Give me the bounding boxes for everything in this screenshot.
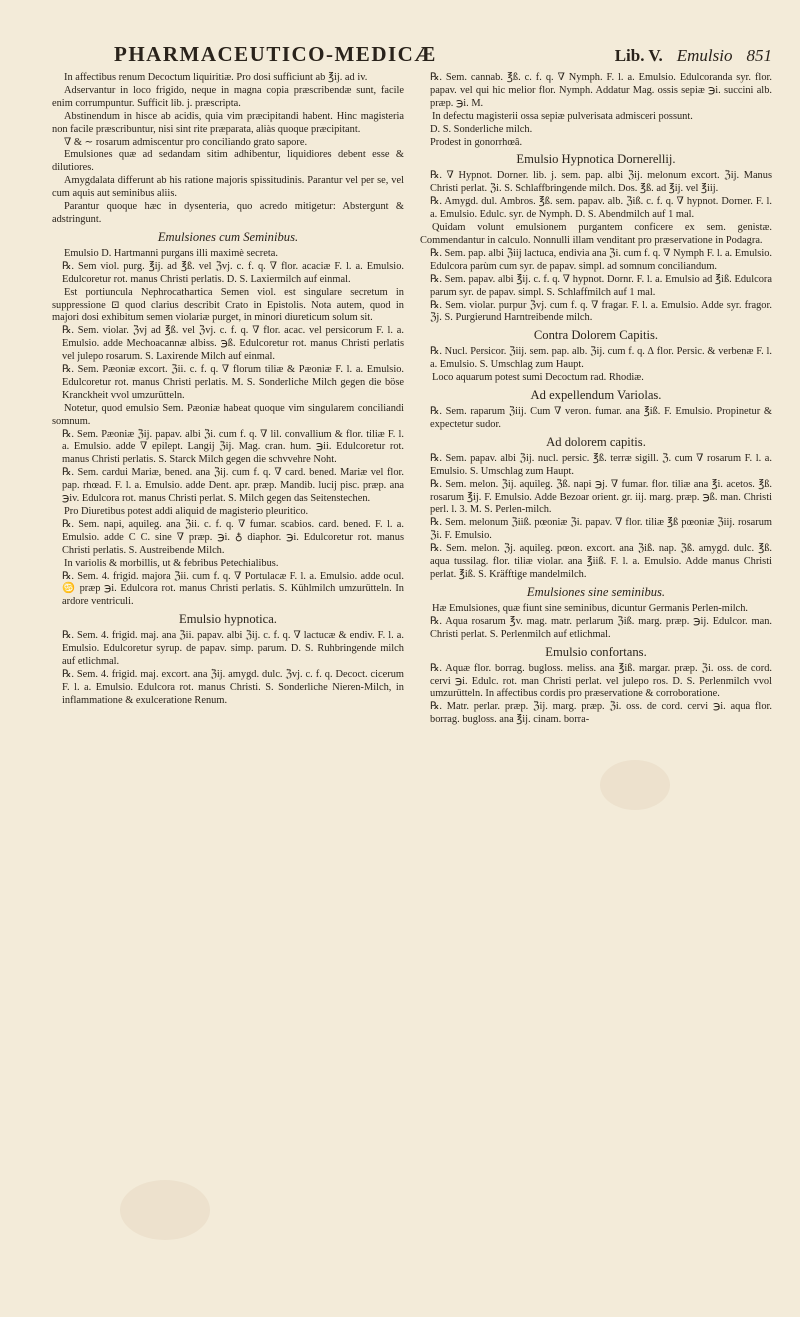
section-title: Emulsio: [676, 46, 733, 65]
page-header: [52, 42, 772, 72]
prescription: ℞. Matr. perlar. præp. ℨij. marg. præp. ℨi. oss. de cord. cervi ℈i. aqua flor. borrag. bugloss. ana ℥ij. cinam. borra-: [430, 701, 772, 726]
paragraph: Emulsiones quæ ad sedandam sitim adhibentur, liquidiores debent esse & dilutiores.: [52, 149, 404, 174]
book-number: Lib. V.: [614, 46, 663, 65]
section-heading: Contra Dolorem Capitis.: [533, 328, 659, 343]
paragraph: In variolis & morbillis, ut & febribus Petechialibus.: [64, 557, 279, 569]
prescription: ℞. Sem. violar. ℨvj ad ℥ß. vel ℨvj. c. f. q. ∇ flor. acac. vel persicorum F. l. a. Emulsio. adde Mechoacannæ albiss. ℈ß. Edulcoretur rot. manus Christi perlatis vel julepo rosarum. S. Laxirende Milch auf einmal.: [62, 325, 404, 363]
paragraph: Amygdalata differunt ab his ratione majoris spissitudinis. Parantur vel per se, vel cum aquis aut seminibus aliis.: [52, 175, 404, 200]
page-number: 851: [746, 46, 772, 65]
prescription: Prodest in gonorrhœâ.: [430, 136, 523, 148]
prescription: ℞. Sem. Pæoniæ excort. ℨii. c. f. q. ∇ florum tiliæ & Pæoniæ F. l. a. Emulsio. Edulcoretur rot. manus Christi perlatis. M. S. Sonderliche Milch gegen die böse Kranckheit vvol umzurütteln.: [62, 364, 404, 401]
prescription: ℞. Sem. Pæoniæ ℨij. papav. albi ℨi. cum f. q. ∇ lil. convallium & flor. tiliæ F. l. a. Emulsio. adde ∇ epilept. Langij ℨij. Mag. cran. hum. ℈ii. Edulcoretur rot. manus Christi perlatis. S. Starck Milch gegen die schvvehre Noht.: [62, 428, 404, 466]
paragraph: Emulsio D. Hartmanni purgans illi maximè secreta.: [64, 247, 278, 259]
section-heading: Emulsio hypnotica.: [179, 612, 277, 627]
prescription: ℞. Sem. melon. ℨj. aquileg. pœon. excort. ana ℨiß. nap. ℨß. amygd. dulc. ℥ß. aqua tussilag. flor. tiliæ violar. ana ℥iiß. F. l. a. Emulsio. Adde manus Christi perlat. ℥iß. S. Kräfftige mandelmilch.: [430, 543, 772, 580]
paragraph: Est portiuncula Nephrocathartica Semen viol. est singulare secretum in suppressione ⊡ quod clarius describit Crato in Epistolis. Nota autem, quod in majori dosi exhibitum semen violariæ purget, in minori diureticum solum sit.: [52, 286, 404, 324]
section-heading: Emulsiones sine seminibus.: [526, 584, 666, 599]
prescription: ℞. Sem. napi, aquileg. ana ℨii. c. f. q. ∇ fumar. scabios. card. bened. F. l. a. Emulsio. adde C C. sine ∇ præp. ℈i. ♁ diaphor. ℈i. Edulcoretur rot. manus Christi perlatis. S. Austreibende Milch.: [62, 518, 404, 556]
section-heading: Emulsio Hypnotica Dornerellij.: [516, 152, 676, 167]
paragraph: In defectu magisterii ossa sepiæ pulverisata admisceri possunt.: [432, 110, 693, 122]
paragraph: In affectibus renum Decoctum liquiritiæ. Pro dosi sufficiunt ab ℥ij. ad iv.: [64, 72, 368, 83]
prescription: ℞. Aquæ flor. borrag. bugloss. meliss. ana ℥iß. margar. præp. ℨi. oss. de cord. cervi ℈i. Edulc. rot. man Christi perlat. vel julepo ros. D. S. Perlenmilch vvol umzurütteln. In affectibus cordis pro præservatione & corroboratione.: [430, 662, 772, 700]
paragraph: Loco aquarum potest sumi Decoctum rad. Rhodiæ.: [432, 372, 644, 384]
prescription: ℞. ∇ Hypnot. Dorner. lib. j. sem. pap. albi ℨij. melonum excort. ℨij. Manus Christi perlat. ℨi. S. Schlaffbringende milch. Dos. ℥ß. ad ℥ij. vel ℥iij.: [430, 170, 772, 195]
prescription: ℞. Sem. melon. ℨij. aquileg. ℨß. napi ℈j. ∇ fumar. flor. tiliæ ana ℥i. acetos. ℥ß. rosarum ℥ij. F. Emulsio. Adde Bezoar orient. gr. iij. marg. præp. ℈ß. man. Christi perl. l. 3. M. S. Perlen-milch.: [430, 478, 772, 516]
header-right: [615, 46, 772, 66]
paragraph: Notetur, quod emulsio Sem. Pæoniæ habeat quoque vim singularem conciliandi somnum.: [52, 402, 404, 427]
running-title: PHARMACEUTICO-MEDICÆ: [114, 42, 437, 66]
prescription: ℞. Sem viol. purg. ℥ij. ad ℥ß. vel ℨvj. c. f. q. ∇ flor. acaciæ F. l. a. Emulsio. Edulcoretur rot. manus Christi perlatis. D. S. Laxiermilch auf einmal.: [62, 260, 404, 285]
prescription: ℞. Sem. 4. frigid. maj. excort. ana ℨij. amygd. dulc. ℨvj. c. f. q. Decoct. cicerum F. l. a. Emulsio. Edulcora rot. manus Christi. S. Sonderliche Nieren-Milch, in inflammatione & exulceratione Renum.: [62, 668, 404, 706]
prescription: ℞. Amygd. dul. Ambros. ℥ß. sem. papav. alb. ℨiß. c. f. q. ∇ hypnot. Dorner. F. l. a. Emulsio. Edulc. syr. de Nymph. D. S. Abendmilch auf 1 mal.: [430, 196, 772, 221]
section-heading: Emulsio confortans.: [545, 644, 647, 659]
prescription: ℞. Sem. papav. albi ℥ij. c. f. q. ∇ hypnot. Dornr. F. l. a. Emulsio ad ℥iß. Edulcora parum syr. de papav. simpl. S. Schlaffmilch auf 1 mal.: [430, 273, 772, 298]
prescription: ℞. Nucl. Persicor. ℨiij. sem. pap. alb. ℨij. cum f. q. ∆ flor. Persic. & verbenæ F. l. a. Emulsio. S. Umschlag zum Haupt.: [430, 346, 772, 371]
paragraph: ∇ & ∼ rosarum admiscentur pro conciliando grato sapore.: [64, 136, 308, 148]
paragraph: Abstinendum in hisce ab acidis, quia vim præcipitandi habent. Hinc magisteria non facile præscribuntur, nisi sint rite præparata, aliàs quoque præcipitant.: [52, 110, 404, 135]
prescription: ℞. Sem. cannab. ℥ß. c. f. q. ∇ Nymph. F. l. a. Emulsio. Edulcoranda syr. flor. papav. vel qui hic melior flor. Nymph. Addatur Mag. ossis sepiæ ℈i. succini alb. præp. ℈i. M.: [430, 72, 772, 109]
prescription: ℞. Sem. pap. albi ℨiij lactuca, endivia ana ℨi. cum f. q. ∇ Nymph F. l. a. Emulsio. Edulcora parùm cum syr. de papav. simpl. ad somnum conciliandum.: [430, 247, 772, 272]
prescription: ℞. Sem. cardui Mariæ, bened. ana ℨij. cum f. q. ∇ card. bened. Mariæ vel flor. pap. rhœad. F. l. a. Emulsio. adde Dent. apr. præp. Mandib. lucij pisc. præp. ana ℈iv. Edulcora rot. manus Christi perlat. S. Milch gegen das Seitenstechen.: [62, 467, 404, 505]
paragraph: Quidam volunt emulsionem purgantem conficere ex sem. genistæ. Commendantur in calculo. Nonnulli illam venditant pro præservatione in Podagra.: [420, 222, 772, 246]
paragraph: Pro Diuretibus potest addi aliquid de magisterio pleuritico.: [64, 506, 309, 517]
section-heading: Emulsiones cum Seminibus.: [157, 229, 299, 244]
prescription: ℞. Sem. violar. purpur ℨvj. cum f. q. ∇ fragar. F. l. a. Emulsio. Adde syr. fragor. ℨj. S. Purgierund Harntreibende milch.: [430, 299, 772, 324]
prescription: ℞. Sem. papav. albi ℨij. nucl. persic. ℥ß. terræ sigill. ℨ. cum ∇ rosarum F. l. a. Emulsio. S. Umschlag zum Haupt.: [430, 452, 772, 477]
prescription: ℞. Sem. 4. frigid. majora ℨii. cum f. q. ∇ Portulacæ F. l. a. Emulsio. adde ocul. ♋ præp ℈i. Edulcora rot. manus Christi perlatis. S. Kühlmilch umzurütteln. In ardore ventriculi.: [62, 570, 404, 608]
prescription: D. S. Sonderliche milch.: [430, 123, 533, 135]
section-heading: Ad expellendum Variolas.: [530, 388, 662, 403]
text-columns: [52, 72, 772, 727]
prescription: ℞. Sem. melonum ℨiiß. pœoniæ ℨi. papav. ∇ flor. tiliæ ℥ß pœoniæ ℨiij. rosarum ℨi. F. Emulsio.: [430, 517, 772, 542]
prescription: ℞. Sem. 4. frigid. maj. ana ℨii. papav. albi ℨij. c. f. q. ∇ lactucæ & endiv. F. l. a. Emulsio. Edulcoretur syrup. de papav. simp. parum. D. S. Ruhbringende milch auf etlichmal.: [62, 630, 404, 668]
left-column: [52, 72, 404, 727]
prescription: ℞. Sem. raparum ℨiij. Cum ∇ veron. fumar. ana ℥iß. F. Emulsio. Propinetur & expectetur sudor.: [430, 406, 772, 430]
paragraph: Adservantur in loco frigido, neque in magna copia præscribendæ sunt, facile enim corrumpuntur. Sufficit lib. j. præscripta.: [52, 84, 404, 109]
section-heading: Ad dolorem capitis.: [546, 434, 646, 449]
paragraph: Hæ Emulsiones, quæ fiunt sine seminibus, dicuntur Germanis Perlen-milch.: [432, 602, 749, 614]
right-column: [420, 72, 772, 727]
paragraph: Parantur quoque hæc in dysenteria, quo acredo mitigetur: Abstergunt & adstringunt.: [52, 201, 404, 225]
prescription: ℞. Aqua rosarum ℥v. mag. matr. perlarum ℨiß. marg. præp. ℈ij. Edulcor. man. Christi perlat. S. Perlenmilch auf etlichmal.: [430, 615, 772, 640]
